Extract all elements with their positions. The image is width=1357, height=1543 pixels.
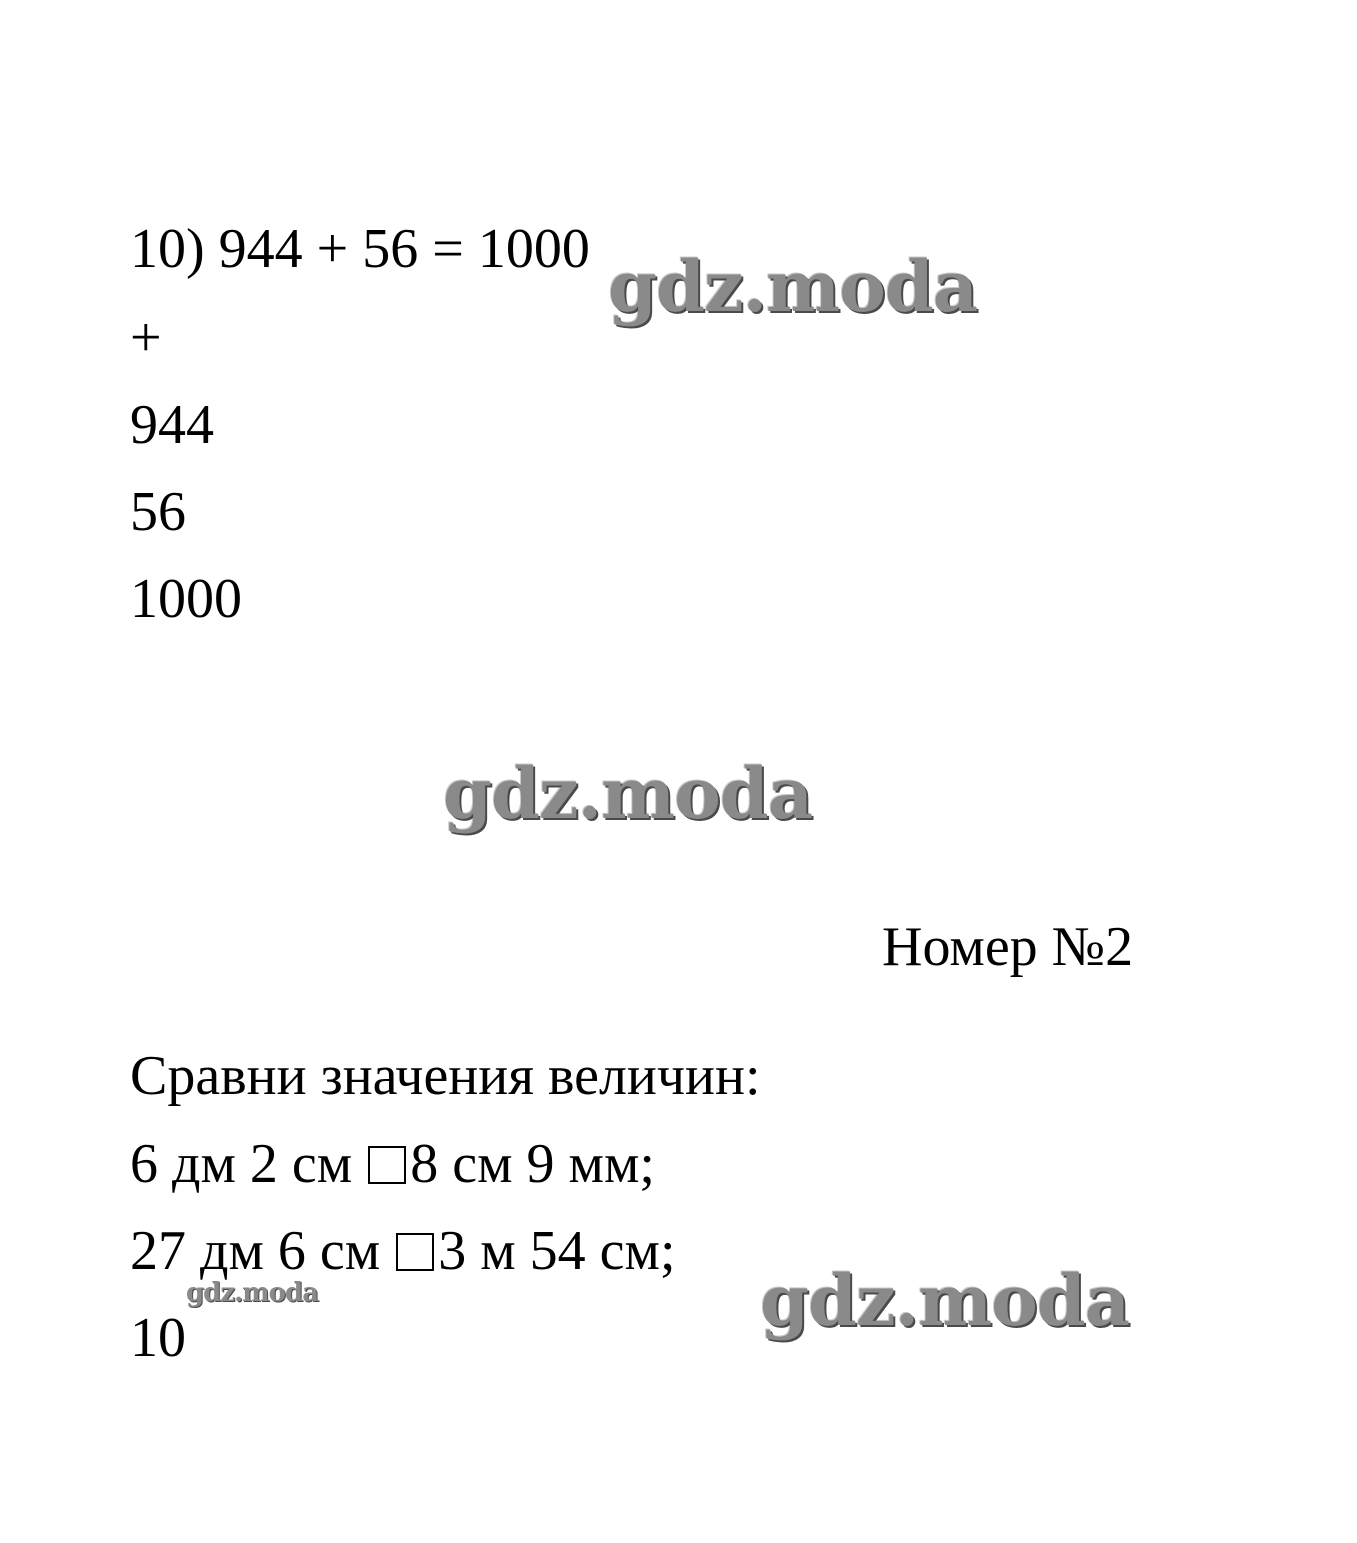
compare-row-2-left: 27 дм 6 см [130, 1220, 381, 1282]
compare-row-1 [130, 1133, 655, 1195]
watermark-4: gdz.moda [186, 1278, 319, 1308]
task-2-instruction: Сравни значения величин: [130, 1045, 761, 1107]
task-2-heading: Номер №2 [882, 916, 1134, 978]
column-sum: 1000 [130, 568, 242, 630]
watermark-3: gdz.moda [760, 1259, 1130, 1342]
compare-row-2 [130, 1220, 676, 1282]
column-plus-sign: + [130, 307, 162, 369]
compare-box-2 [396, 1233, 434, 1271]
compare-row-2-right: 3 м 54 см; [438, 1220, 676, 1282]
compare-box-1 [368, 1146, 406, 1184]
example-10-equation: 10) 944 + 56 = 1000 [130, 218, 590, 280]
compare-row-1-right: 8 см 9 мм; [410, 1133, 655, 1195]
compare-row-1-left: 6 дм 2 см [130, 1133, 353, 1195]
watermark-1: gdz.moda [608, 245, 978, 328]
watermark-2: gdz.moda [443, 752, 813, 835]
column-addend-2: 56 [130, 481, 186, 543]
compare-row-3: 10 [130, 1307, 186, 1369]
column-addend-1: 944 [130, 394, 214, 456]
